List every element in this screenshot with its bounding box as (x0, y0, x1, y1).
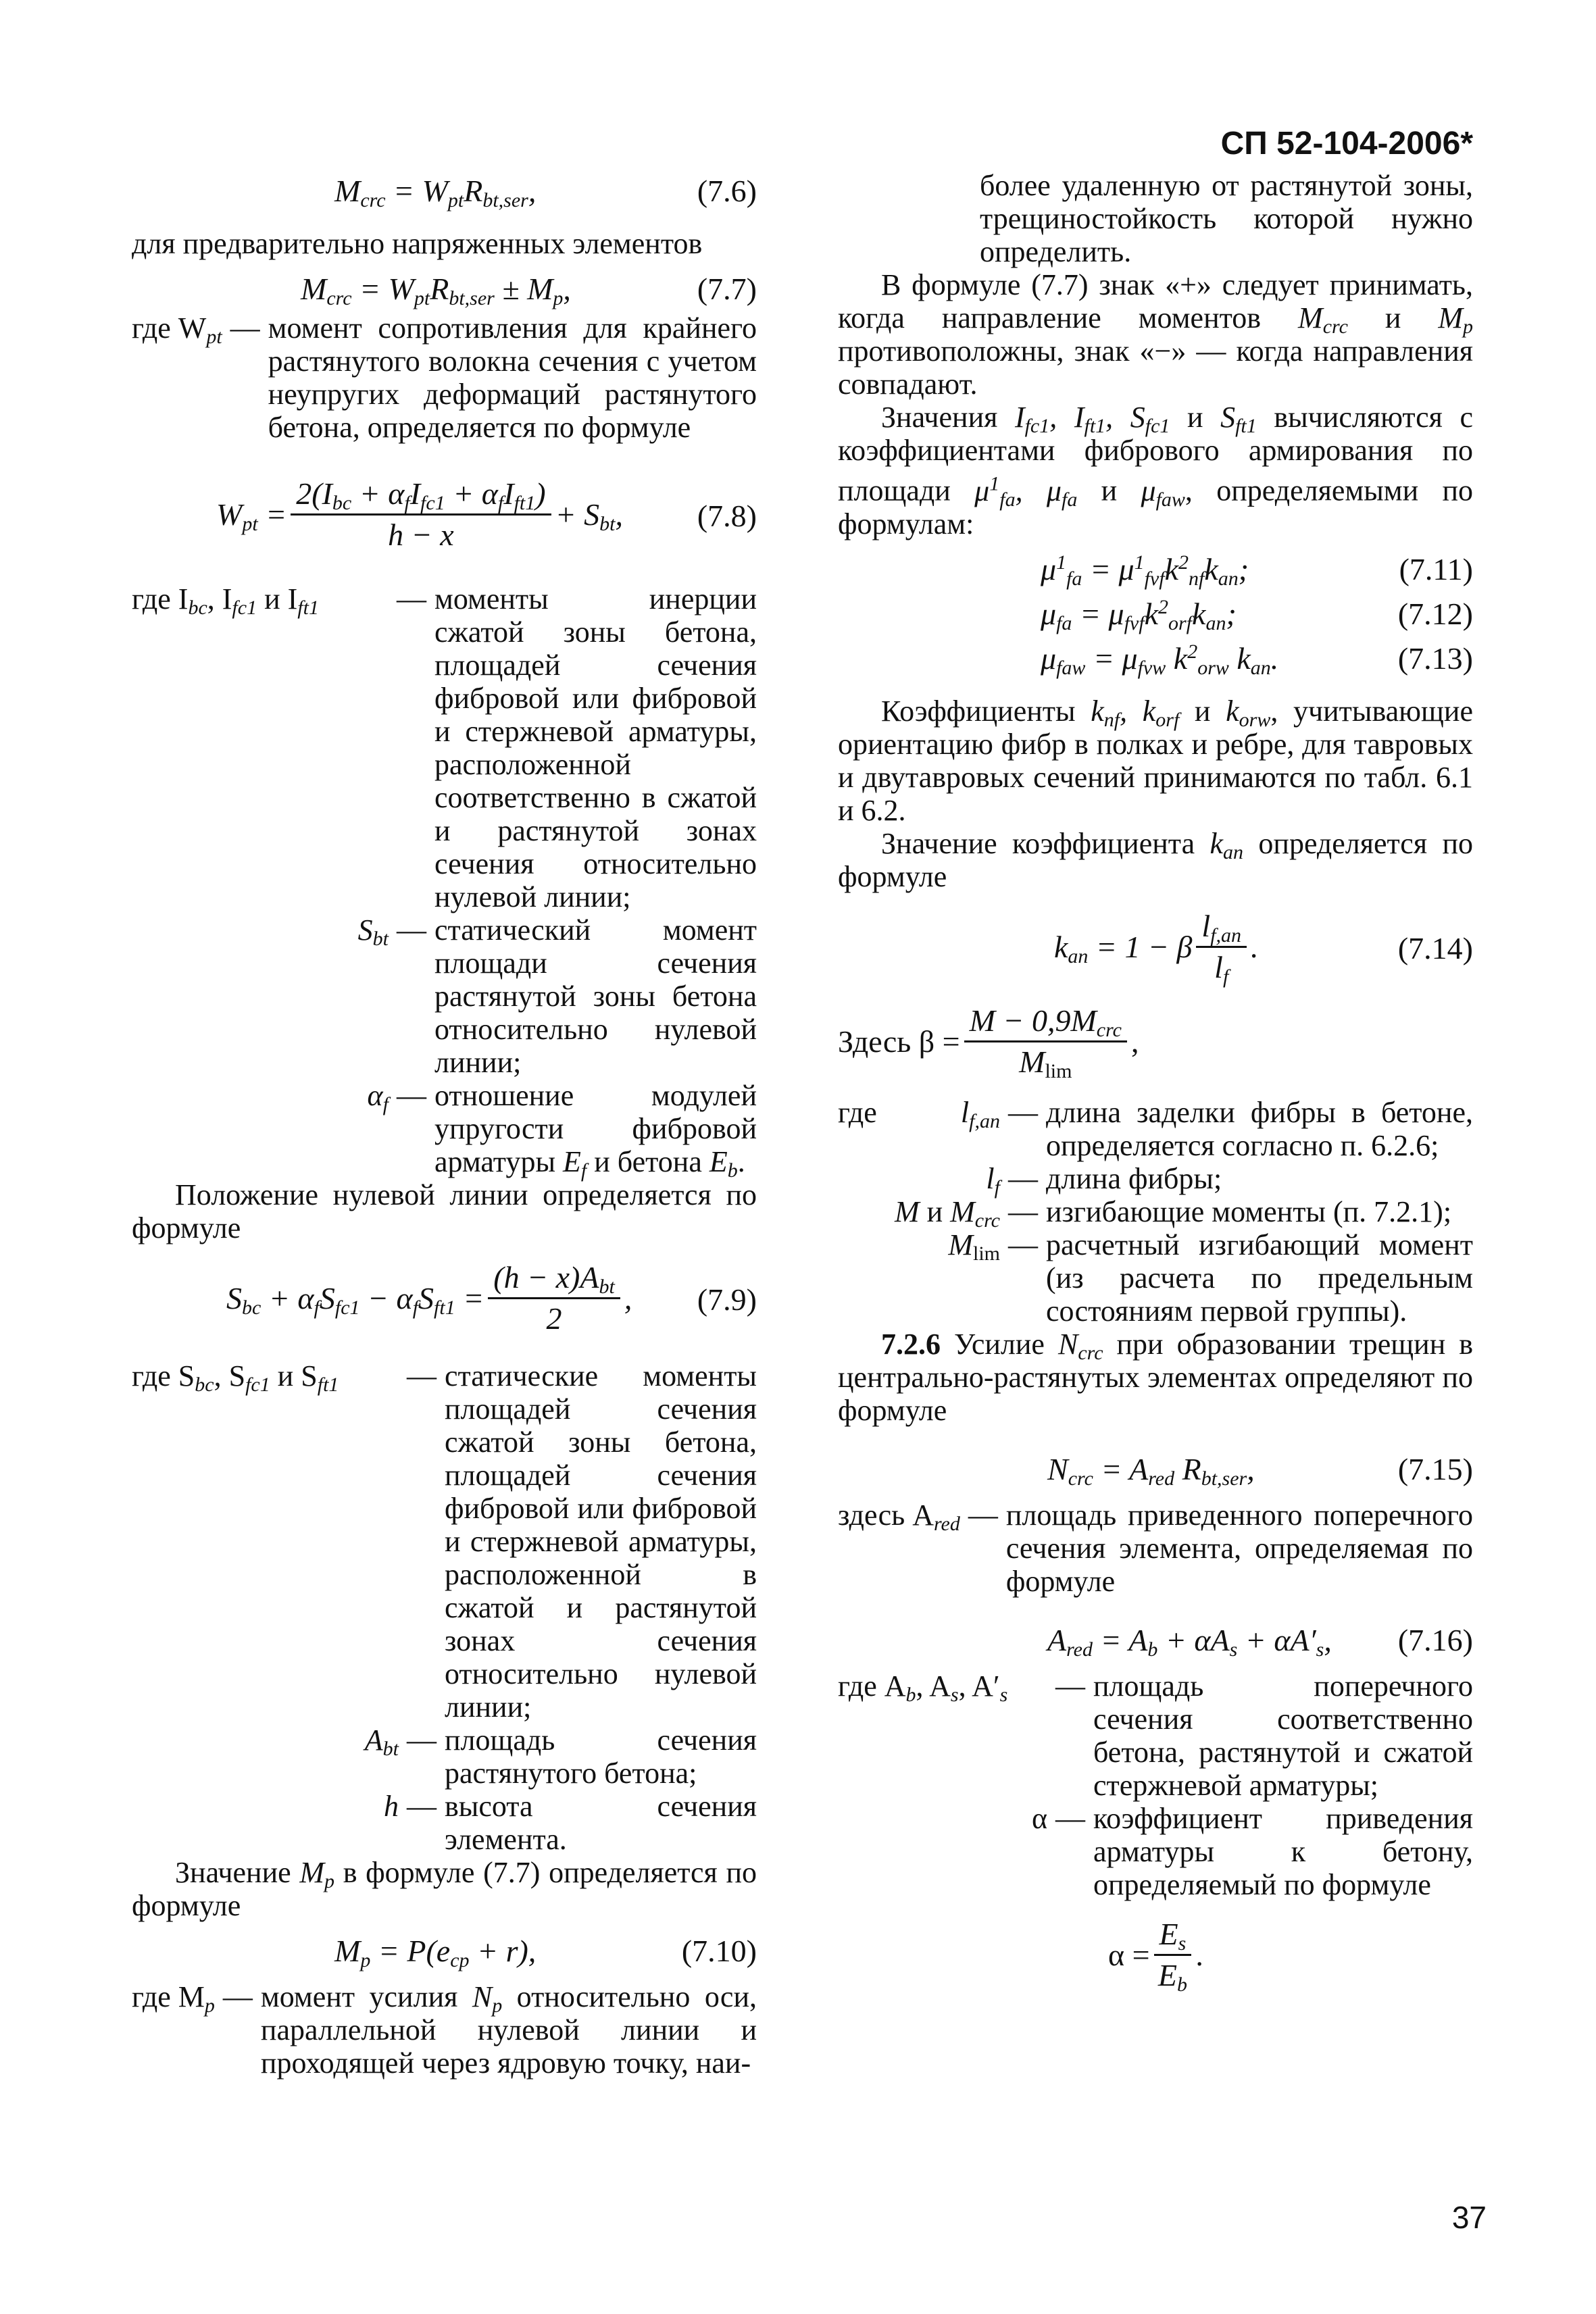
right-column (838, 169, 1473, 2003)
definition-wpt: где $W_{pt}$ — момент сопротивления для крайнего растянутого волокна сечения с учетом неупругих деформаций растянутого бетона, определяется по формуле (132, 311, 757, 444)
definition-alpha: α — коэффициент приведения арматуры к бетону, определяемый по формуле (1031, 1801, 1473, 1901)
page-number: 37 (1451, 2200, 1487, 2235)
definition-areas: где $A_b$, $A_s$, $A'_s$ — площадь поперечного сечения соответственно бетона, растянутой и сжатой стержневой арматуры; (838, 1669, 1473, 1802)
paragraph-prestressed: для предварительно напряженных элементов (132, 227, 703, 260)
definition-h: h — высота сечения элемента. (384, 1790, 757, 1856)
paragraph-coefficients: Коэффициенты $k_{nf}$, $k_{orf}$ и $k_{orw}$, учитывающие ориентацию фибр в полках и ребре, для тавровых и двутавровых сечений принимаются по табл. 6.1 и 6.2. (838, 694, 1474, 827)
equation-number: (7.10) (681, 1934, 757, 1968)
equation-number: (7.12) (1397, 596, 1473, 631)
formula-7-15: $N_{crc} = A_{red}$ $R_{bt,ser}$, (7.15) (838, 1447, 1473, 1492)
equation-number: (7.16) (1397, 1622, 1473, 1657)
equation-number: (7.7) (697, 272, 757, 306)
document-code: СП 52-104-2006* (1220, 126, 1473, 161)
formula-7-9: $S_{bc} + \alpha_fS_{fc1} - \alpha_fS_{ft1}$ = $\frac{(h - x)A_{bt}}{2}$ , (7.9) (132, 1258, 757, 1346)
equation-number: (7.11) (1399, 551, 1473, 586)
formula-7-16: $A_{red} = A_b + \alpha A_s + \alpha A'_s$, (7.16) (838, 1618, 1473, 1663)
definition-mlim: $M_{lim}$ — расчетный изгибающий момент (из расчета по предельным состояниям первой группы). (948, 1228, 1473, 1328)
definition-m-mcrc: M и $M_{crc}$ — изгибающие моменты (п. 7.2.1); (894, 1194, 1452, 1232)
formula-7-12: $\mu_{fa} = \mu_{fvf}k^2_{orf}k_{an}$; (7.12) (838, 592, 1473, 636)
formula-7-14: $k_{an} = 1 - \beta$ $\frac{l_{f,an}}{l_f}$ . (7.14) (838, 907, 1473, 995)
definition-sbt: $S_{bt}$ — статический момент площади сечения растянутой зоны бетона относительно нулевой линии; (357, 913, 757, 1079)
equation-number: (7.9) (697, 1282, 757, 1317)
formula-beta: Здесь β = $\frac{M - 0,9M_{crc}}{M_{lim}}$ , (838, 1001, 1473, 1089)
formula-7-8: $W_{pt}$ = $\frac{2(I_{bc} + \alpha_fI_{fc1} + \alpha_fI_{ft1})}{h - x}$ + $S_{bt}$, (7.8) (132, 474, 757, 562)
equation-number: (7.8) (697, 499, 757, 533)
formula-alpha: α = $\frac{E_s}{E_b}$ . (838, 1915, 1473, 2003)
definition-mp: где $M_p$ — момент усилия $N_p$ относительно оси, параллельной нулевой линии и проходящей через ядровую точку, наи- (132, 1980, 757, 2080)
definition-static-moments: где $S_{bc}$, $S_{fc1}$ и $S_{ft1}$ — статические моменты площадей сечения сжатой зоны бетона, площадей сечения фибровой или фибровой и стержневой арматуры, расположенной в сжатой и растянутой зонах сечения относительно нулевой линии; (132, 1359, 757, 1724)
formula-7-7: $M_{crc} = W_{pt}R_{bt,ser} \pm M_p$, (7.7) (132, 267, 757, 311)
paragraph-continued: более удаленную от растянутой зоны, трещиностойкость которой нужно определить. (980, 169, 1473, 268)
paragraph-neutral-line: Положение нулевой линии определяется по формуле (132, 1178, 757, 1244)
formula-7-13: $\mu_{faw} = \mu_{fvw}$ $k^2_{orw}$ $k_{an}$. (7.13) (838, 636, 1473, 681)
paragraph-7-2-6: 7.2.6 Усилие $N_{crc}$ при образовании трещин в центрально-растянутых элементах определяют по формуле (838, 1327, 1473, 1427)
definition-lf: $l_f$ — длина фибры; (986, 1161, 1222, 1199)
definition-inertia-moments: где $I_{bc}$, $I_{fc1}$ и $I_{ft1}$ — моменты инерции сжатой зоны бетона, площадей сечения фибровой или фибровой и стержневой арматуры, расположенной соответственно в сжатой и растянутой зонах сечения относительно нулевой линии; (132, 582, 757, 913)
paragraph-sign-rule: В формуле (7.7) знак «+» следует принимать, когда направление моментов $M_{crc}$ и $M_p$ противоположны, знак «−» — когда направления совпадают. (838, 268, 1474, 401)
paragraph-mp-value: Значение $M_p$ в формуле (7.7) определяется по формуле (132, 1856, 757, 1922)
definition-lfan: где $l_{f,an}$ — длина заделки фибры в бетоне, определяется согласно п. 6.2.6; (838, 1095, 1473, 1162)
equation-number: (7.15) (1397, 1451, 1473, 1486)
definition-alpha-f: $\alpha_f$ — отношение модулей упругости фибровой арматуры $E_f$ и бетона $E_b$. (367, 1079, 757, 1182)
equation-number: (7.6) (697, 174, 757, 208)
paragraph-kan: Значение коэффициента $k_{an}$ определяется по формуле (838, 826, 1473, 893)
definition-ared: здесь $A_{red}$ — площадь приведенного поперечного сечения элемента, определяемая по формуле (838, 1498, 1473, 1598)
formula-7-11: $\mu^1_{fa} = \mu^1_{fvf}k^2_{nf}k_{an}$; (7.11) (838, 547, 1473, 592)
formula-7-10: $M_p = P(e_{cp} + r)$, (7.10) (132, 1929, 757, 1973)
formula-7-6: $M_{crc} = W_{pt}R_{bt,ser}$, (7.6) (132, 169, 757, 213)
paragraph-values: Значения $I_{fc1}$, $I_{ft1}$, $S_{fc1}$ и $S_{ft1}$ вычисляются с коэффициентами фибрового армирования по площади $\mu^1_{fa}$, $\mu_{fa}$ и $\mu_{faw}$, определяемыми по формулам: (838, 401, 1474, 540)
equation-number: (7.14) (1397, 930, 1473, 965)
left-column (132, 169, 757, 2080)
definition-abt: $A_{bt}$ — площадь сечения растянутого бетона; (364, 1724, 757, 1790)
equation-number: (7.13) (1397, 640, 1473, 676)
